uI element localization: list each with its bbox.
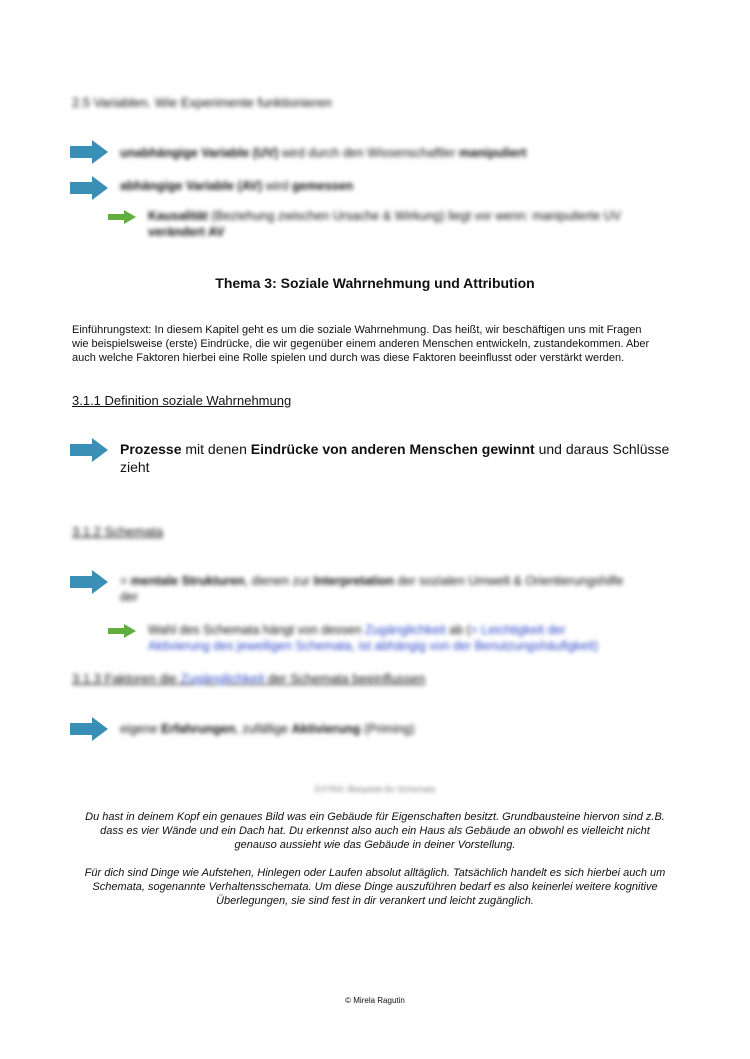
arrow-right-icon (70, 438, 108, 462)
arrow-right-small-icon (108, 210, 136, 224)
definition-text: Prozesse mit denen Eindrücke von anderen Menschen gewinnt und daraus Schlüsse zieht (120, 441, 670, 475)
arrow-right-icon (70, 717, 108, 741)
arrow-right-icon (70, 570, 108, 594)
faktoren-line: eigene Erfahrungen, zufällige Aktivierung (Priming) (120, 722, 415, 736)
arrow-right-small-icon (108, 624, 136, 638)
page-title: Thema 3: Soziale Wahrnehmung und Attribution (215, 275, 535, 291)
kausalitaet-note: Kausalität (Beziehung zwischen Ursache & Wirkung) liegt vor wenn: manipulierte UV verändert AV (148, 209, 622, 239)
copyright: © Mirela Ragutin (345, 996, 405, 1005)
schemata-definition: = mentale Strukturen, dienen zur Interpretation der sozialen Umwelt & Orientierungshilfe der (120, 574, 624, 604)
av-line: abhängige Variable (AV) wird gemessen (120, 179, 354, 193)
section-heading-3-1-3: 3.1.3 Faktoren die Zugänglichkeit der Schemata beeinflussen (72, 671, 426, 686)
arrow-right-icon (70, 140, 108, 164)
section-heading-3-1-1: 3.1.1 Definition soziale Wahrnehmung (72, 393, 292, 408)
extra-label: EXTRA: Beispiele für Schemata (314, 784, 436, 794)
schemata-zugaenglichkeit: Wahl des Schemata hängt von dessen Zugänglichkeit ab (= Leichtigkeit der Aktivierung des jeweiligen Schemata, ist abhängig von der Benutzungshäufigkeit) (148, 623, 599, 653)
section-heading-3-1-2: 3.1.2 Schemata (72, 524, 164, 539)
intro-text: Einführungstext: In diesem Kapitel geht es um die soziale Wahrnehmung. Das heißt, wir beschäftigen uns mit Fragen wie beispielsweise (erste) Eindrücke, die wir gegenüber einem anderen Menschen entwickeln, zustandekommen. Aber auch welche Faktoren hierbei eine Rolle spielen und durch was diese Faktoren beeinflusst oder verstärkt werden. (72, 324, 650, 364)
extra-paragraph-2: Für dich sind Dinge wie Aufstehen, Hinlegen oder Laufen absolut alltäglich. Tatsächlich handelt es sich hierbei auch um Schemata, sogenannte Verhaltensschemata. Um diese Dinge auszuführen bedarf es also keinerlei weitere kognitive Überlegungen, sie sind fest in dir verankert und leicht zugänglich. (84, 867, 666, 907)
uv-line: unabhängige Variable (UV) wird durch den Wissenschaftler manipuliert (120, 146, 527, 160)
extra-paragraph-1: Du hast in deinem Kopf ein genaues Bild was ein Gebäude für Eigenschaften besitzt. Grundbausteine hiervon sind z.B. dass es vier Wände und ein Dach hat. Du erkennst also auch ein Haus als Gebäude an obwohl es vielleicht nicht genauso aussieht wie das Gebäude in deiner Vorstellung. (85, 811, 665, 851)
section-heading-2-5: 2.5 Variablen. Wie Experimente funktionieren (72, 95, 332, 110)
arrow-right-icon (70, 176, 108, 200)
